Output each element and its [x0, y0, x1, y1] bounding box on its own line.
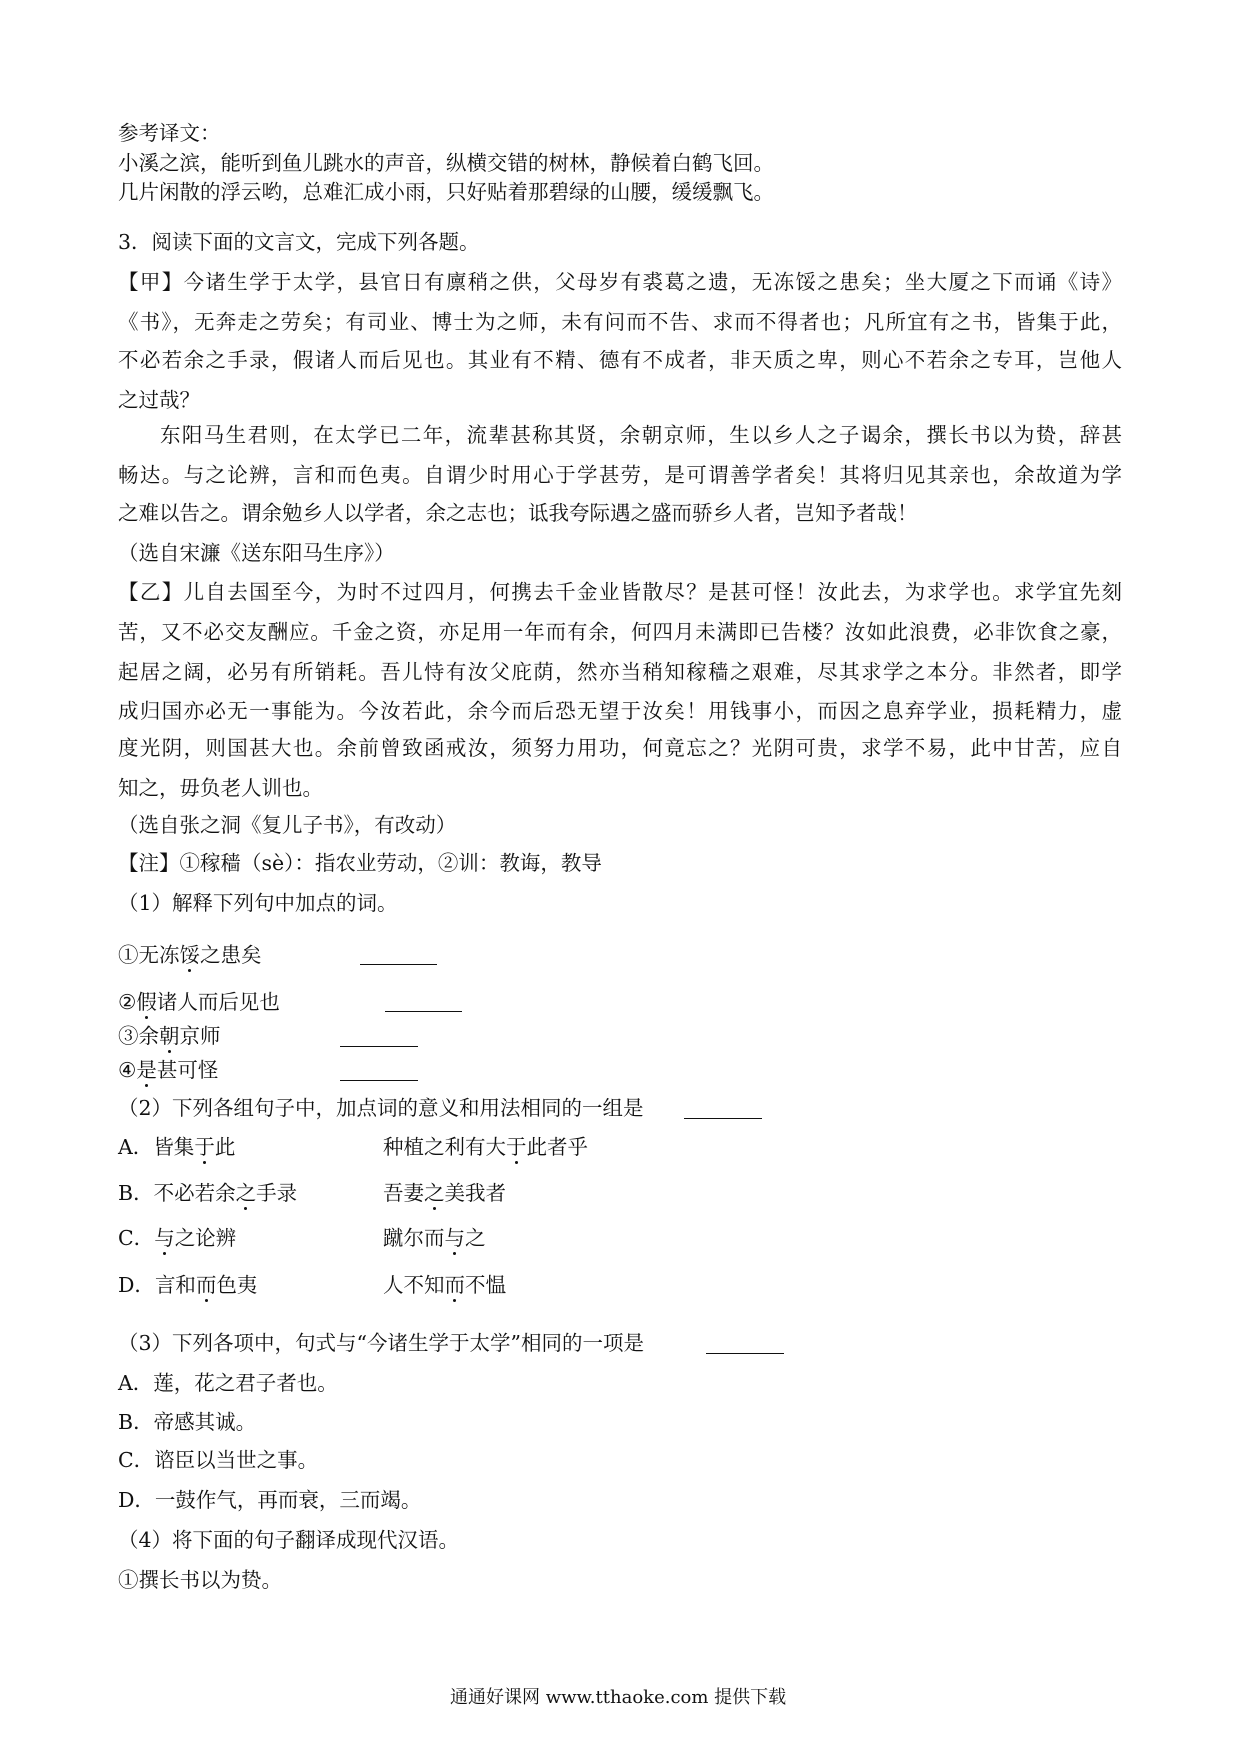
option-d[interactable]: [118, 1272, 506, 1298]
option-text: 此者乎: [526, 1135, 588, 1159]
option-a[interactable]: A．莲，花之君子者也。: [118, 1371, 338, 1395]
option-c[interactable]: [118, 1225, 486, 1251]
dotted-char: 于: [506, 1135, 527, 1159]
option-text: 不必若余: [153, 1181, 236, 1205]
option-compare-text: [383, 1272, 506, 1298]
dotted-char: 于: [194, 1135, 215, 1159]
translation-heading: 参考译文：: [118, 121, 221, 145]
translation-item: ①撰长书以为贽。: [118, 1568, 282, 1592]
translation-line: 小溪之滨，能听到鱼儿跳水的声音，纵横交错的树林，静候着白鹤飞回。: [118, 151, 774, 175]
q1-item: [118, 1023, 221, 1049]
answer-blank[interactable]: [360, 964, 437, 965]
passage-line: 不必若余之手录，假诸人而后见也。其业有不精、德有不成者，非天质之卑，则心不若余之专耳，岂他人: [118, 348, 1122, 372]
item-text: ①无冻: [118, 943, 180, 967]
option-text: 种植之利有大: [383, 1135, 506, 1159]
option-text: 手录: [256, 1181, 298, 1205]
option-text: 色夷: [216, 1273, 258, 1297]
item-text: ②: [118, 990, 137, 1014]
subquestion-prompt: （1）解释下列句中加点的词。: [118, 891, 398, 915]
option-letter: A．: [118, 1135, 154, 1159]
passage-line: 成归国亦必无一事能为。今汝若此，余今而后恐无望于汝矣！用钱事小，而因之息弃学业，损耗精力，虚: [118, 699, 1122, 723]
passage-line: 之难以告之。谓余勉乡人以学者，余之志也；诋我夸际遇之盛而骄乡人者，岂知予者哉！: [118, 501, 918, 525]
q1-item: [118, 942, 262, 968]
passage-line: 【乙】儿自去国至今，为时不过四月，何携去千金业皆散尽？是甚可怪！汝此去，为求学也。求学宜先刻: [118, 580, 1122, 604]
option-compare-text: [383, 1134, 588, 1160]
passage-line: 苦，又不必交友酬应。千金之资，亦足用一年而有余，何四月未满即已告楼？汝如此浪费，必非饮食之豪，: [118, 620, 1122, 644]
dotted-char: 是: [136, 1058, 157, 1082]
item-text: 甚可怪: [156, 1058, 219, 1082]
option-compare-text: [383, 1225, 486, 1251]
option-a[interactable]: [118, 1134, 588, 1160]
passage-line: 度光阴，则国甚大也。余前曾致函戒汝，须努力用功，何竟忘之？光阴可贵，求学不易，此中甘苦，应自: [118, 736, 1122, 760]
dotted-char: 馁: [179, 943, 200, 967]
passage-line: 之过哉？: [118, 388, 200, 412]
item-text: 京师: [179, 1024, 221, 1048]
q1-item: [118, 989, 280, 1015]
dotted-char: 与: [444, 1226, 465, 1250]
answer-blank[interactable]: [340, 1080, 418, 1081]
answer-blank[interactable]: [684, 1118, 762, 1119]
option-compare-text: [383, 1180, 506, 1206]
option-text: 吾妻: [383, 1181, 424, 1205]
option-c[interactable]: C．谘臣以当世之事。: [118, 1448, 319, 1472]
answer-blank[interactable]: [706, 1353, 784, 1354]
dotted-char: 而: [195, 1273, 217, 1297]
dotted-char: 之: [235, 1181, 257, 1205]
passage-line: 起居之阔，必另有所销耗。吾儿恃有汝父庇荫，然亦当稍知稼穑之艰难，尽其求学之本分。非然者，即学: [118, 660, 1122, 684]
item-text: 之患矣: [200, 943, 262, 967]
option-text: 皆集: [153, 1135, 195, 1159]
translation-line: 几片闲散的浮云哟，总难汇成小雨，只好贴着那碧绿的山腰，缓缓飘飞。: [118, 180, 774, 204]
option-letter: B．: [118, 1181, 154, 1205]
option-text: 人不知: [383, 1273, 445, 1297]
passage-line: 知之，毋负老人训也。: [118, 776, 323, 800]
passage-line: 畅达。与之论辨，言和而色夷。自谓少时用心于学甚劳，是可谓善学者矣！其将归见其亲也，余故道为学: [118, 463, 1122, 487]
option-text: 言和: [154, 1273, 196, 1297]
item-text: ④: [118, 1058, 137, 1082]
q1-item: [118, 1057, 218, 1083]
subquestion-prompt: （4）将下面的句子翻译成现代汉语。: [118, 1528, 460, 1552]
subquestion-prompt: （3）下列各项中，句式与“今诸生学于太学”相同的一项是: [118, 1331, 645, 1355]
option-letter: D．: [118, 1273, 155, 1297]
annotation-note: 【注】①稼穑（sè）：指农业劳动，②训：教诲，教导: [118, 851, 602, 875]
page-footer: 通通好课网 www.tthaoke.com 提供下载: [450, 1687, 787, 1708]
option-d[interactable]: D．一鼓作气，再而衰，三而竭。: [118, 1488, 422, 1512]
option-text: 此: [214, 1135, 236, 1159]
passage-source: （选自张之洞《复儿子书》，有改动）: [118, 813, 457, 837]
item-text: 诸人而后见也: [156, 990, 280, 1014]
dotted-char: 之: [424, 1181, 445, 1205]
option-b[interactable]: B．帝感其诚。: [118, 1410, 257, 1434]
option-b[interactable]: [118, 1180, 506, 1206]
passage-line: 【甲】今诸生学于太学，县官日有廪稍之供，父母岁有裘葛之遗，无冻馁之患矣；坐大厦之下而诵《诗》: [118, 270, 1122, 294]
option-letter: C．: [118, 1226, 155, 1250]
passage-line: 《书》，无奔走之劳矣；有司业、博士为之师，未有问而不告、求而不得者也；凡所宜有之书，皆集于此，: [118, 310, 1122, 334]
answer-blank[interactable]: [340, 1046, 418, 1047]
dotted-char: 假: [136, 990, 157, 1014]
option-text: 之论辨: [174, 1226, 237, 1250]
option-text: 美我者: [444, 1181, 506, 1205]
option-text: 之: [465, 1226, 486, 1250]
passage-source: （选自宋濂《送东阳马生序》）: [118, 541, 395, 565]
item-text: ③余: [118, 1024, 159, 1048]
passage-line: 东阳马生君则，在太学已二年，流辈甚称其贤，余朝京师，生以乡人之子谒余，撰长书以为贽，辞甚: [160, 423, 1122, 447]
answer-blank[interactable]: [385, 1011, 462, 1012]
question-title: 3．阅读下面的文言文，完成下列各题。: [118, 230, 480, 254]
dotted-char: 与: [154, 1226, 175, 1250]
dotted-char: 朝: [159, 1024, 180, 1048]
option-text: 不愠: [465, 1273, 506, 1297]
option-text: 蹴尔而: [383, 1226, 445, 1250]
dotted-char: 而: [444, 1273, 465, 1297]
subquestion-prompt: （2）下列各组句子中，加点词的意义和用法相同的一组是: [118, 1096, 644, 1120]
